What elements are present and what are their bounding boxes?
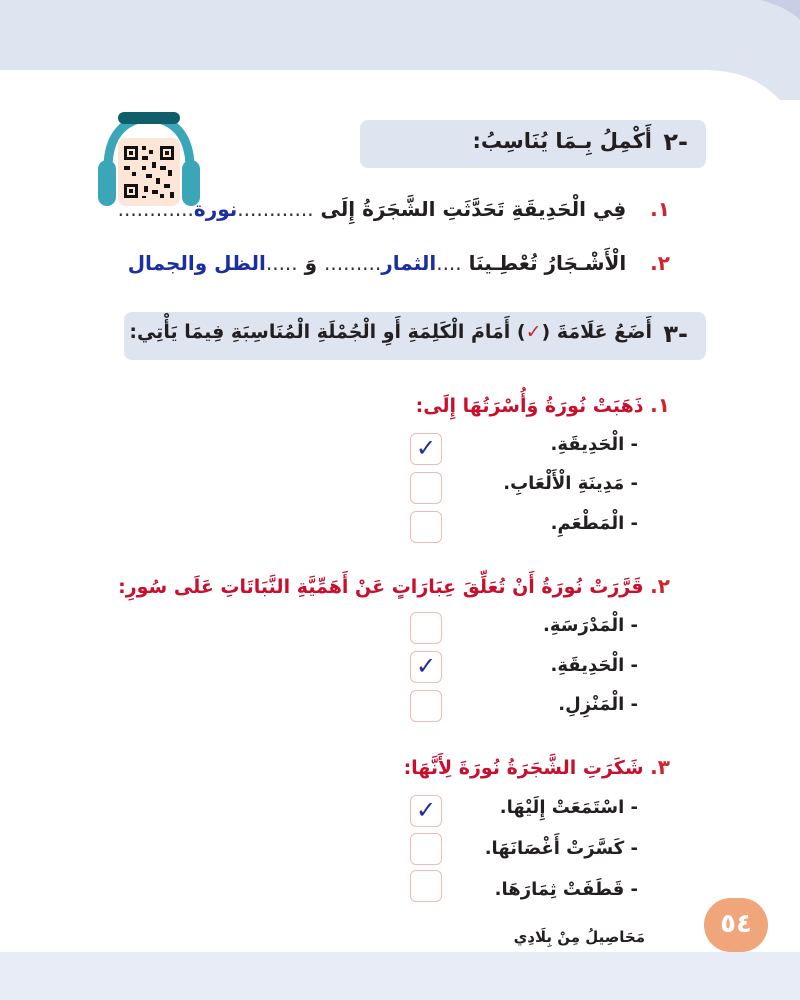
check-icon: ✓ <box>416 434 437 462</box>
q3-option-3: - قَطَفَتْ ثِمَارَهَا. <box>494 879 638 900</box>
check-icon: ✓ <box>416 796 437 824</box>
exercise-2-number: ٢- <box>663 128 688 156</box>
q1-option-2: - مَدِينَةِ الْأَلْعَابِ. <box>503 473 638 494</box>
exercise-2-header <box>360 120 706 168</box>
exercise-2-item-1: ١. فِي الْحَدِيقَةِ تَحَدَّثَتِ الشَّجَرَةُ إِلَى ............نورة............ <box>117 197 670 221</box>
q2-option-3: - الْمَنْزِلِ. <box>558 694 638 715</box>
question-1-title: ١. ذَهَبَتْ نُورَةُ وَأُسْرَتُهَا إِلَى: <box>415 393 670 417</box>
item-index: ٢. <box>650 251 670 275</box>
page-number-badge: ٥٤ <box>704 898 768 952</box>
answer-text[interactable]: نورة <box>193 197 238 221</box>
q1-option-3: - الْمَطْعَمِ. <box>550 513 638 534</box>
question-3-title: ٣. شَكَرَتِ الشَّجَرَةُ نُورَةَ لِأَنَّهَا: <box>403 755 670 779</box>
exercise-3-number: ٣- <box>663 320 688 348</box>
blank-dots-2: ..... <box>265 251 298 275</box>
blank-dots: ............ <box>237 197 314 221</box>
question-2-title: ٢. قَرَّرَتْ نُورَةُ أَنْ تُعَلِّقَ عِبَارَاتٍ عَنْ أَهَمِّيَّةِ النَّبَاتَاتِ عَلَى سُورِ: <box>118 574 670 598</box>
q1-option-1: - الْحَدِيقَةِ. <box>550 434 638 455</box>
q1-checkbox-3[interactable] <box>410 511 442 543</box>
bottom-decorative-band <box>0 952 800 1000</box>
q3-option-1: - اسْتَمَعَتْ إِلَيْهَا. <box>499 797 638 818</box>
q2-checkbox-3[interactable] <box>410 690 442 722</box>
check-icon: ✓ <box>416 652 437 680</box>
item-text: فِي الْحَدِيقَةِ تَحَدَّثَتِ الشَّجَرَةُ إِلَى <box>320 197 627 221</box>
q1-checkbox-1[interactable] <box>410 433 442 465</box>
answer-text-1[interactable]: الثمار <box>381 251 437 275</box>
top-decorative-band <box>0 0 800 100</box>
answer-text-2[interactable]: الظل والجمال <box>127 251 266 275</box>
item-text: الْأَشْـجَارُ تُعْطِـينَا <box>468 251 627 275</box>
q3-checkbox-1[interactable] <box>410 795 442 827</box>
check-symbol: ✓ <box>525 321 542 343</box>
blank-dots-1: ......... <box>324 251 382 275</box>
item-index: ١. <box>650 197 670 221</box>
exercise-2-title: أَكْمِلُ بِـمَا يُنَاسِبُ: <box>472 129 652 153</box>
q3-checkbox-2[interactable] <box>410 833 442 865</box>
q3-option-2: - كَسَّرَتْ أَغْصَانَهَا. <box>484 838 638 859</box>
exercise-2-item-2: ٢. الْأَشْـجَارُ تُعْطِـينَا ....الثمار......... وَ .....الظل والجمال <box>127 251 670 275</box>
exercise-3-header <box>124 312 706 360</box>
conjunction: وَ <box>304 251 318 275</box>
q3-checkbox-3[interactable] <box>410 870 442 902</box>
q2-checkbox-2[interactable] <box>410 651 442 683</box>
q1-checkbox-2[interactable] <box>410 472 442 504</box>
exercise-3-title: أَضَعُ عَلَامَةَ (✓) أَمَامَ الْكَلِمَةِ أَوِ الْجُمْلَةِ الْمُنَاسِبَةِ فِيمَا يَأْتِي: <box>129 321 652 343</box>
q2-option-1: - الْمَدْرَسَةِ. <box>543 615 638 636</box>
q2-option-2: - الْحَدِيقَةِ. <box>550 655 638 676</box>
book-title: مَحَاصِيلُ مِنْ بِلَادِي <box>513 928 645 946</box>
q2-checkbox-1[interactable] <box>410 612 442 644</box>
